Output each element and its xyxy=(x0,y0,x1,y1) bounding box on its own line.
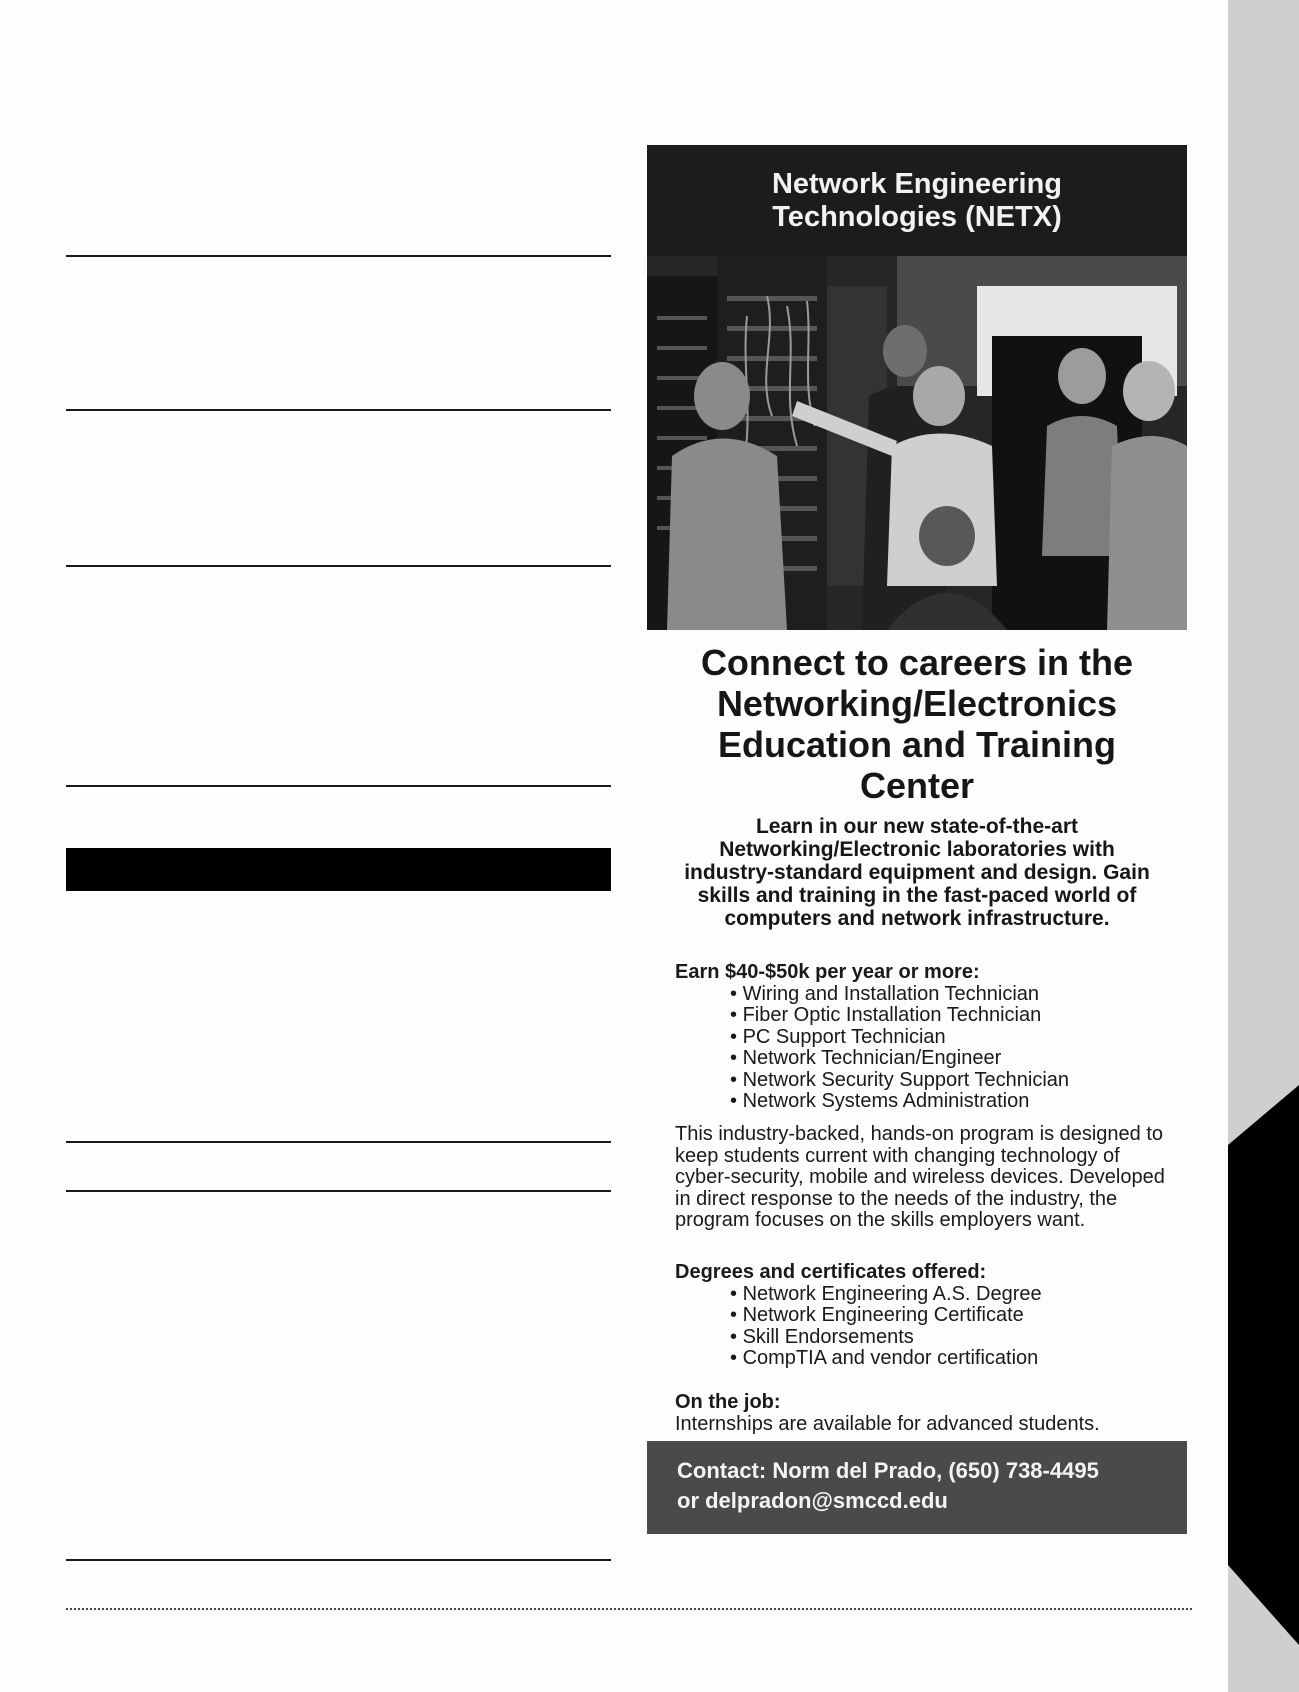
section-bar xyxy=(66,848,611,891)
list-item: • Fiber Optic Installation Technician xyxy=(730,1005,1175,1027)
netx-advertisement xyxy=(647,145,1187,1534)
ad-headline: Connect to careers in the Networking/Electronics Education and Training Center xyxy=(700,642,1134,806)
ad-header xyxy=(647,145,1187,256)
blank-rule xyxy=(66,1190,611,1192)
on-the-job-heading: On the job: xyxy=(675,1391,781,1413)
blank-rule xyxy=(66,255,611,257)
blank-rule xyxy=(66,1559,611,1561)
cut-line xyxy=(66,1608,1192,1610)
blank-rule xyxy=(66,785,611,787)
blank-rule xyxy=(66,565,611,567)
blank-rule xyxy=(66,1141,611,1143)
list-item: • Network Engineering A.S. Degree xyxy=(730,1284,1175,1306)
blank-rule xyxy=(66,409,611,411)
contact-email: or delpradon@smccd.edu xyxy=(677,1488,948,1513)
ad-subhead: Learn in our new state-of-the-art Networking/Electronic laboratories with industry-standard equipment and design. Gain skills and training in the fast-paced world of computers and network infrastructure. xyxy=(684,815,1150,930)
job-titles-list xyxy=(675,984,1175,1113)
list-item: • CompTIA and vendor certification xyxy=(730,1348,1175,1370)
page-tab-shape xyxy=(1228,1085,1299,1645)
list-item: • Network Technician/Engineer xyxy=(730,1048,1175,1070)
earnings-heading: Earn $40-$50k per year or more: xyxy=(675,961,980,983)
earnings-section xyxy=(675,962,1175,1113)
list-item: • Network Engineering Certificate xyxy=(730,1305,1175,1327)
program-description: This industry-backed, hands-on program is designed to keep students current with changing technology of cyber-security, mobile and wireless devices. Developed in direct response to the needs of the industry, the program focuses on the skills employers want. xyxy=(675,1123,1165,1231)
list-item: • Wiring and Installation Technician xyxy=(730,984,1175,1006)
on-the-job-text: Internships are available for advanced students. xyxy=(675,1412,1100,1435)
contact-box xyxy=(647,1441,1187,1534)
lab-photo xyxy=(647,256,1187,630)
degrees-list xyxy=(675,1284,1175,1370)
contact-name-phone: Contact: Norm del Prado, (650) 738-4495 xyxy=(677,1458,1099,1483)
on-the-job-section xyxy=(675,1392,1175,1435)
degrees-section xyxy=(675,1262,1175,1370)
ad-title: Network Engineering Technologies (NETX) xyxy=(771,167,1063,233)
list-item: • Skill Endorsements xyxy=(730,1327,1175,1349)
degrees-heading: Degrees and certificates offered: xyxy=(675,1261,987,1283)
list-item: • PC Support Technician xyxy=(730,1027,1175,1049)
list-item: • Network Security Support Technician xyxy=(730,1070,1175,1092)
list-item: • Network Systems Administration xyxy=(730,1091,1175,1113)
